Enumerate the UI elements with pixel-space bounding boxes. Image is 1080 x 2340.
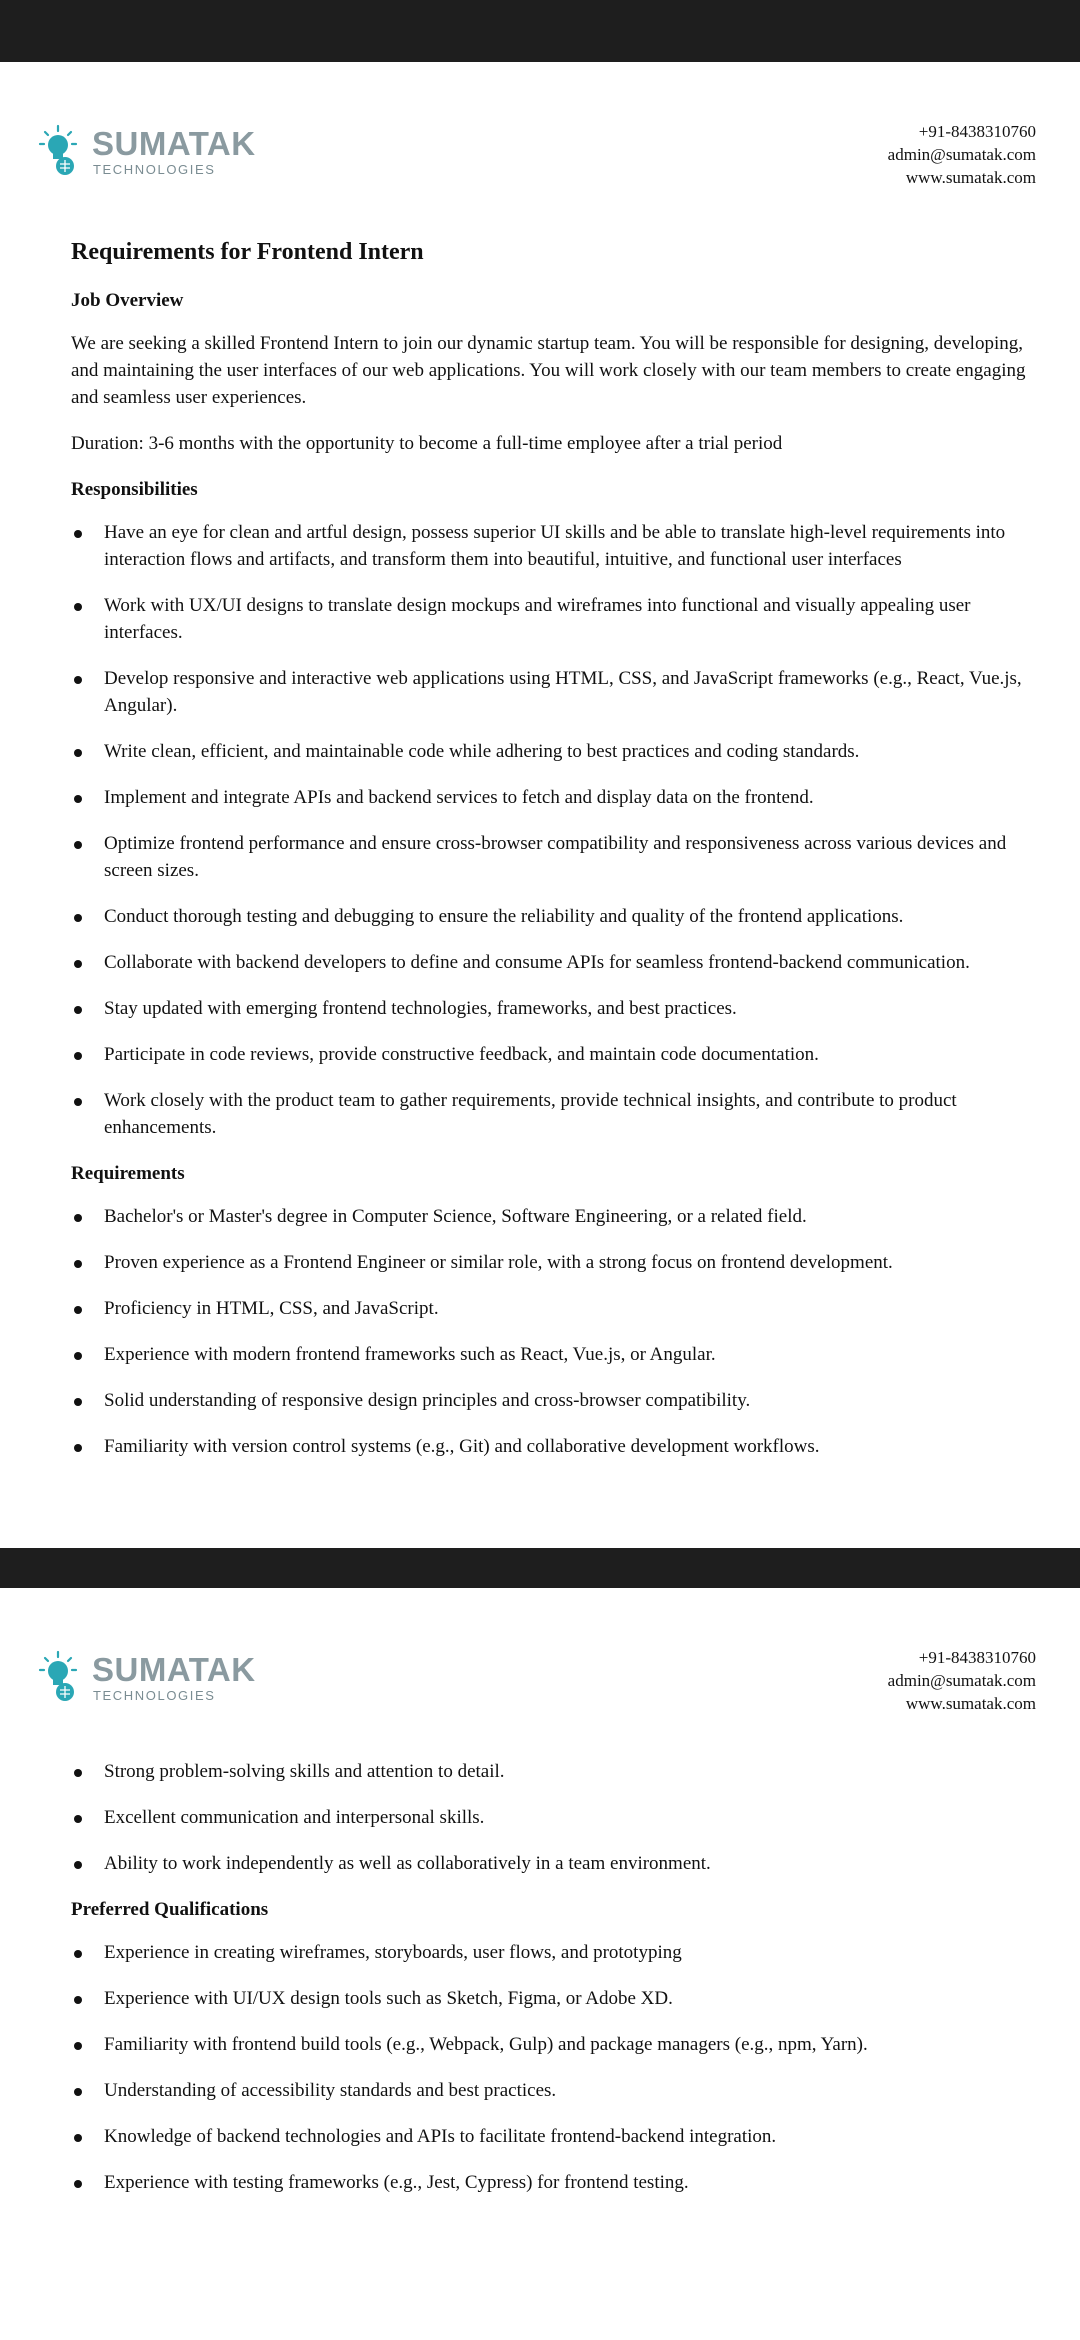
list-item: Proven experience as a Frontend Engineer or similar role, with a strong focus on frontend development. [71,1249,1051,1276]
brand-subtitle: TECHNOLOGIES [93,162,216,177]
duration-text: Duration: 3-6 months with the opportunity to become a full-time employee after a trial period [71,433,783,454]
requirements-list-continued [71,1758,1051,1877]
list-item: Optimize frontend performance and ensure cross-browser compatibility and responsiveness across various devices and screen sizes. [71,830,1051,884]
responsibilities-heading: Responsibilities [71,479,198,500]
list-item: Familiarity with version control systems (e.g., Git) and collaborative development workflows. [71,1433,1051,1460]
page-2-content [71,1758,1051,2215]
job-overview-text: We are seeking a skilled Frontend Intern to join our dynamic startup team. You will be responsible for designing, developing, and maintaining the user interfaces of our web applications. You will work closely with our team members to create engaging and seamless user experiences. [71,333,1026,408]
phone-number: +91-8438310760 [918,1648,1036,1667]
website-url: www.sumatak.com [905,168,1036,187]
phone-number: +91-8438310760 [918,122,1036,141]
list-item: Familiarity with frontend build tools (e.g., Webpack, Gulp) and package managers (e.g., npm, Yarn). [71,2031,1051,2058]
lightbulb-logo-icon [38,1650,82,1702]
company-logo [38,122,256,182]
list-item: Strong problem-solving skills and attention to detail. [71,1758,1051,1785]
email-address: admin@sumatak.com [887,145,1036,164]
list-item: Experience with modern frontend frameworks such as React, Vue.js, or Angular. [71,1341,1051,1368]
contact-block [888,120,1036,189]
document-title: Requirements for Frontend Intern [71,239,424,265]
contact-block [888,1646,1036,1715]
list-item: Proficiency in HTML, CSS, and JavaScript. [71,1295,1051,1322]
list-item: Experience with UI/UX design tools such as Sketch, Figma, or Adobe XD. [71,1985,1051,2012]
list-item: Conduct thorough testing and debugging to ensure the reliability and quality of the frontend applications. [71,903,1051,930]
top-dark-bar [0,0,1080,62]
requirements-heading: Requirements [71,1163,185,1184]
list-item: Excellent communication and interpersonal skills. [71,1804,1051,1831]
list-item: Write clean, efficient, and maintainable code while adhering to best practices and coding standards. [71,738,1051,765]
page-1-content [71,237,1051,1479]
page-break-bar [0,1548,1080,1588]
lightbulb-logo-icon [38,124,82,176]
email-address: admin@sumatak.com [887,1671,1036,1690]
list-item: Experience in creating wireframes, storyboards, user flows, and prototyping [71,1939,1051,1966]
list-item: Have an eye for clean and artful design, possess superior UI skills and be able to translate high-level requirements into interaction flows and artifacts, and transform them into beautiful, intuitive, and functional user interfaces [71,519,1051,573]
responsibilities-list [71,519,1051,1141]
list-item: Stay updated with emerging frontend technologies, frameworks, and best practices. [71,995,1051,1022]
brand-name: SUMATAK [92,1651,256,1688]
document-page-1 [0,62,1080,1548]
document-page-2 [0,1588,1080,2340]
list-item: Work with UX/UI designs to translate design mockups and wireframes into functional and visually appealing user interfaces. [71,592,1051,646]
job-overview-heading: Job Overview [71,290,184,311]
preferred-qualifications-list [71,1939,1051,2196]
list-item: Knowledge of backend technologies and APIs to facilitate frontend-backend integration. [71,2123,1051,2150]
requirements-list [71,1203,1051,1460]
list-item: Develop responsive and interactive web applications using HTML, CSS, and JavaScript frameworks (e.g., React, Vue.js, Angular). [71,665,1051,719]
list-item: Implement and integrate APIs and backend services to fetch and display data on the frontend. [71,784,1051,811]
list-item: Participate in code reviews, provide constructive feedback, and maintain code documentation. [71,1041,1051,1068]
list-item: Ability to work independently as well as collaboratively in a team environment. [71,1850,1051,1877]
brand-name: SUMATAK [92,125,256,162]
list-item: Work closely with the product team to gather requirements, provide technical insights, and contribute to product enhancements. [71,1087,1051,1141]
company-logo [38,1648,256,1708]
website-url: www.sumatak.com [905,1694,1036,1713]
list-item: Solid understanding of responsive design principles and cross-browser compatibility. [71,1387,1051,1414]
list-item: Collaborate with backend developers to define and consume APIs for seamless frontend-backend communication. [71,949,1051,976]
brand-subtitle: TECHNOLOGIES [93,1688,216,1703]
list-item: Bachelor's or Master's degree in Computer Science, Software Engineering, or a related field. [71,1203,1051,1230]
list-item: Understanding of accessibility standards and best practices. [71,2077,1051,2104]
list-item: Experience with testing frameworks (e.g., Jest, Cypress) for frontend testing. [71,2169,1051,2196]
preferred-qualifications-heading: Preferred Qualifications [71,1899,269,1920]
